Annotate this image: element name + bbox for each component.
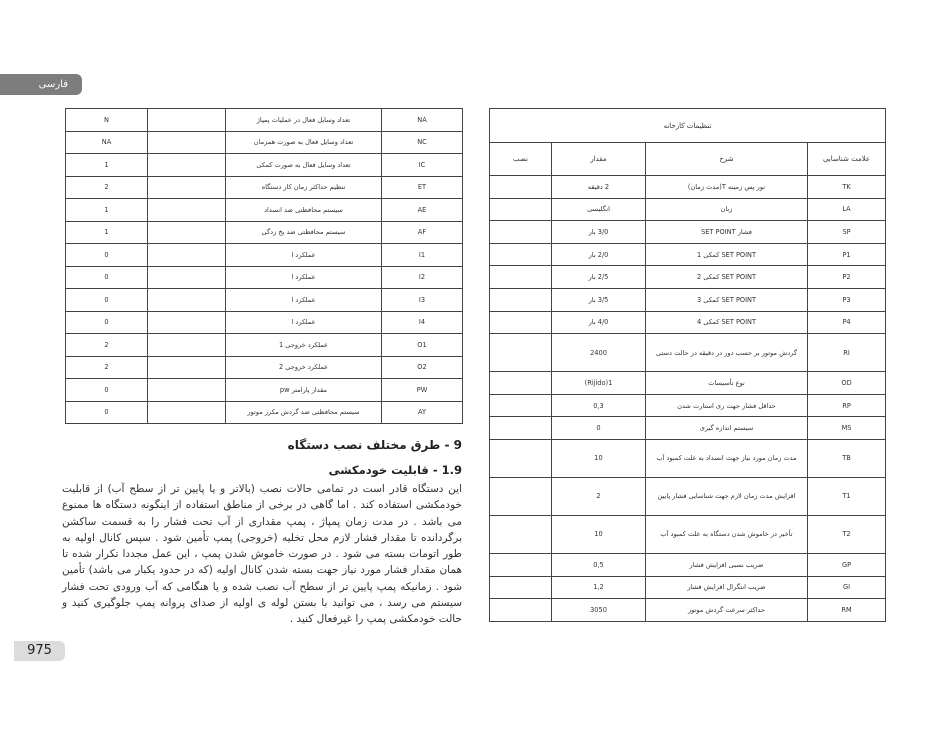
table-row [66, 244, 463, 267]
cell-install [490, 553, 552, 576]
cell-empty [148, 401, 226, 424]
cell-description: تنظیم حداکثر زمان کار دستگاه [226, 176, 382, 199]
cell-description: SET POINT کمکی 1 [646, 243, 808, 266]
table-row [66, 131, 463, 154]
cell-code: O2 [382, 356, 463, 379]
section-subtitle: 1.9 - قابلیت خودمکشی [328, 463, 462, 477]
cell-value: 2 [66, 176, 148, 199]
cell-install [490, 372, 552, 395]
cell-value: N [66, 109, 148, 132]
cell-empty [148, 266, 226, 289]
cell-description: زبان [646, 198, 808, 221]
table-row [66, 154, 463, 177]
cell-code: TK [808, 176, 886, 199]
cell-description: SET POINT کمکی 2 [646, 266, 808, 289]
cell-code: OD [808, 372, 886, 395]
cell-code: RI [808, 334, 886, 372]
cell-empty [148, 311, 226, 334]
cell-install [490, 198, 552, 221]
cell-description: عملکرد ا [226, 266, 382, 289]
cell-code: I3 [382, 289, 463, 312]
section-paragraph: این دستگاه قادر است در تمامی حالات نصب (بالاتر و یا پایین تر از سطح آب) از قابلیت خودمکشی استفاده کند . اما گاهی در برخی از مناطق استفاده از اینگونه دستگاه ها ممنوع می باشد . در مدت زمان پمپاژ ، پمپ مقداری از آب تحت فشار را به قسمت ساکشن برگردانده تا مقدار فشار لازم محل تخلیه (خروجی) پمپ تأمین شود . سپس کانال اولیه به طور اتومات بسته می شود . در صورت خاموش شدن پمپ ، این عمل مجددا تکرار شده تا همان مقدار فشار مورد نیاز جهت بسته شدن کانال اولیه (که در حدود یکبار می باشد) تأمین شود . زمانیکه پمپ پایین تر از سطح آب نصب شده و یا هنگامی که آب ورودی تحت فشار سیستم می رسد ، می توانید با بستن لوله ی اولیه از صدای پروانه پمپ جلوگیری کنید و حالت خودمکشی پمپ را غیرفعال کنید . [62, 483, 462, 626]
cell-install [490, 394, 552, 417]
cell-description: تعداد وسایل فعال در عملیات پمپاژ [226, 109, 382, 132]
language-tab: فارسی [0, 74, 82, 95]
cell-code: PW [382, 379, 463, 402]
cell-value: 1 [66, 221, 148, 244]
cell-code: I4 [382, 311, 463, 334]
cell-empty [148, 131, 226, 154]
cell-code: I1 [382, 244, 463, 267]
cell-install [490, 288, 552, 311]
cell-code: AE [382, 199, 463, 222]
cell-empty [148, 244, 226, 267]
cell-description: حداکثر سرعت گردش موتور [646, 599, 808, 622]
cell-value: 2400 [552, 334, 646, 372]
table-row [66, 379, 463, 402]
cell-install [490, 266, 552, 289]
cell-value: 0 [66, 289, 148, 312]
table-row [66, 176, 463, 199]
cell-code: P1 [808, 243, 886, 266]
cell-value: 0,5 [552, 553, 646, 576]
cell-description: حداقل فشار جهت ری استارت شدن [646, 394, 808, 417]
cell-empty [148, 289, 226, 312]
cell-description: گردش موتور بر حسب دور در دقیقه در حالت دستی [646, 334, 808, 372]
cell-description: تعداد وسایل فعال به صورت کمکی [226, 154, 382, 177]
cell-value: 2 [66, 334, 148, 357]
cell-install [490, 221, 552, 244]
cell-description: SET POINT کمکی 3 [646, 288, 808, 311]
cell-value: NA [66, 131, 148, 154]
cell-value: 2 دقیقه [552, 176, 646, 199]
table-row [66, 221, 463, 244]
cell-install [490, 311, 552, 334]
cell-code: LA [808, 198, 886, 221]
cell-value: 3/0 بار [552, 221, 646, 244]
cell-value: 10 [552, 515, 646, 553]
cell-description: مقدار پارامتر pw [226, 379, 382, 402]
cell-code: AF [382, 221, 463, 244]
cell-description: ضریب انتگرال افزایش فشار [646, 576, 808, 599]
cell-empty [148, 221, 226, 244]
cell-value: 2 [66, 356, 148, 379]
table-row [490, 599, 886, 622]
cell-install [490, 243, 552, 266]
table-row [490, 311, 886, 334]
cell-value: 2 [552, 477, 646, 515]
cell-value: 1,2 [552, 576, 646, 599]
header-install: نصب [490, 143, 552, 176]
cell-code: SP [808, 221, 886, 244]
cell-description: سیستم محافظتی ضد گردش مکرر موتور [226, 401, 382, 424]
cell-empty [148, 334, 226, 357]
cell-description: سیستم اندازه گیری [646, 417, 808, 440]
left-settings-table [65, 108, 463, 424]
cell-value: 1 [66, 154, 148, 177]
table-row [490, 288, 886, 311]
cell-empty [148, 154, 226, 177]
cell-code: I2 [382, 266, 463, 289]
cell-code: ET [382, 176, 463, 199]
cell-code: TB [808, 439, 886, 477]
cell-description: ضریب نسبی افزایش فشار [646, 553, 808, 576]
table-row [490, 439, 886, 477]
cell-description: نوع تأسیسات [646, 372, 808, 395]
cell-code: T1 [808, 477, 886, 515]
cell-code: GP [808, 553, 886, 576]
header-value: مقدار [552, 143, 646, 176]
cell-code: GI [808, 576, 886, 599]
table-row [490, 334, 886, 372]
section-title: 9 - طرق مختلف نصب دستگاه [287, 438, 462, 452]
table-row [66, 401, 463, 424]
table-row [490, 198, 886, 221]
cell-install [490, 417, 552, 440]
cell-value: 0 [66, 244, 148, 267]
cell-value: 1(Rijido) [552, 372, 646, 395]
cell-value: 0 [66, 379, 148, 402]
cell-value: 0 [66, 266, 148, 289]
table-row [490, 266, 886, 289]
cell-empty [148, 379, 226, 402]
cell-value: 1 [66, 199, 148, 222]
cell-install [490, 477, 552, 515]
table-row [66, 289, 463, 312]
table-row [66, 334, 463, 357]
cell-description: عملکرد خروجی 2 [226, 356, 382, 379]
cell-empty [148, 199, 226, 222]
cell-code: RP [808, 394, 886, 417]
cell-description: عملکرد ا [226, 244, 382, 267]
cell-code: P3 [808, 288, 886, 311]
cell-description: عملکرد ا [226, 289, 382, 312]
cell-install [490, 439, 552, 477]
cell-code: IC [382, 154, 463, 177]
cell-empty [148, 109, 226, 132]
cell-empty [148, 356, 226, 379]
cell-value: 3050 [552, 599, 646, 622]
cell-description: عملکرد ا [226, 311, 382, 334]
table-row [490, 394, 886, 417]
cell-value: 0 [66, 311, 148, 334]
table-row [490, 243, 886, 266]
table-row [66, 356, 463, 379]
cell-code: NC [382, 131, 463, 154]
cell-value: 0,3 [552, 394, 646, 417]
cell-description: عملکرد خروجی 1 [226, 334, 382, 357]
cell-install [490, 176, 552, 199]
cell-code: RM [808, 599, 886, 622]
cell-code: NA [382, 109, 463, 132]
cell-value: انگلیسی [552, 198, 646, 221]
cell-description: مدت زمان مورد نیاز جهت انسداد به علت کمبود آب [646, 439, 808, 477]
cell-value: 0 [66, 401, 148, 424]
page-number: 975 [14, 641, 65, 661]
cell-description: فشار SET POINT [646, 221, 808, 244]
table-row [490, 553, 886, 576]
cell-value: 10 [552, 439, 646, 477]
header-description: شرح [646, 143, 808, 176]
table-row [490, 372, 886, 395]
cell-description: تأخیر در خاموش شدن دستگاه به علت کمبود آب [646, 515, 808, 553]
cell-code: AY [382, 401, 463, 424]
table-row [490, 515, 886, 553]
cell-value: 2/5 بار [552, 266, 646, 289]
cell-install [490, 515, 552, 553]
table-row [66, 109, 463, 132]
cell-install [490, 599, 552, 622]
cell-code: MS [808, 417, 886, 440]
header-code: علامت شناسایی [808, 143, 886, 176]
table-row [490, 221, 886, 244]
cell-value: 4/0 بار [552, 311, 646, 334]
table-row [66, 199, 463, 222]
cell-install [490, 576, 552, 599]
cell-value: 0 [552, 417, 646, 440]
cell-description: افزایش مدت زمان لازم جهت شناسایی فشار پایین [646, 477, 808, 515]
cell-description: تعداد وسایل فعال به صورت همزمان [226, 131, 382, 154]
cell-value: 2/0 بار [552, 243, 646, 266]
cell-code: T2 [808, 515, 886, 553]
table-row [490, 417, 886, 440]
cell-code: P2 [808, 266, 886, 289]
cell-empty [148, 176, 226, 199]
table-row [66, 311, 463, 334]
table-row [490, 576, 886, 599]
table-row [490, 477, 886, 515]
table-row [66, 266, 463, 289]
factory-settings-title: تنظیمات کارخانه [490, 109, 886, 143]
cell-code: P4 [808, 311, 886, 334]
cell-value: 3/5 بار [552, 288, 646, 311]
cell-description: SET POINT کمکی 4 [646, 311, 808, 334]
cell-description: سیستم محافظتی ضد یخ زدگی [226, 221, 382, 244]
cell-description: سیستم محافظتی ضد انسداد [226, 199, 382, 222]
cell-description: نور پس زمینه T(مدت زمان) [646, 176, 808, 199]
cell-install [490, 334, 552, 372]
factory-settings-table [489, 108, 886, 622]
cell-code: O1 [382, 334, 463, 357]
table-row [490, 176, 886, 199]
